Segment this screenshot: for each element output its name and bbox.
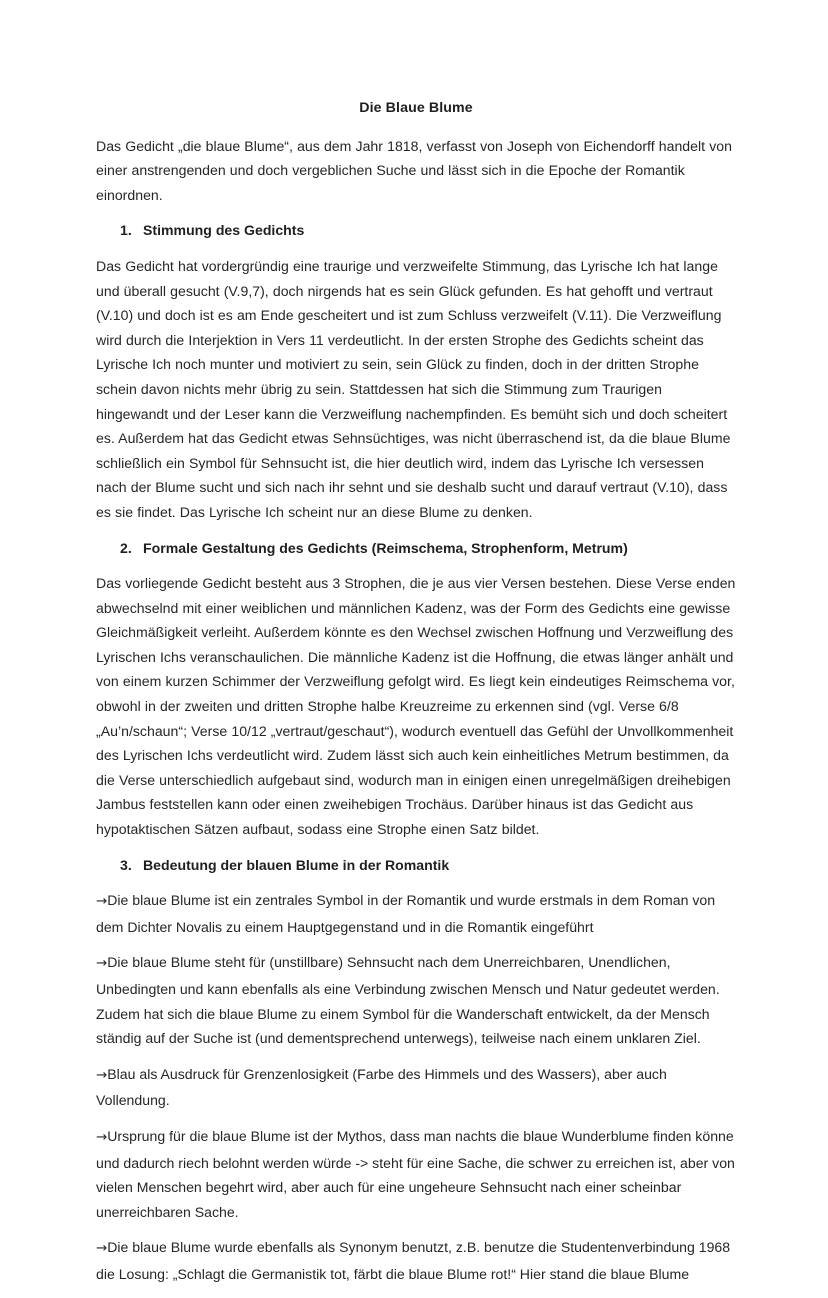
section-body-2: Das vorliegende Gedicht besteht aus 3 Strophen, die je aus vier Versen bestehen. Diese Verse enden abwechselnd mit einer weiblichen und männlichen Kadenz, was der Form des Gedichts eine gewisse Gleichmäßigkeit verleiht. Außerdem könnte es den Wechsel zwischen Hoffnung und Verzweiflung des Lyrischen Ichs veranschaulichen. Die männliche Kadenz ist die Hoffnung, die etwas länger anhält und von einem kurzen Schimmer der Verzweiflung gefolgt wird. Es liegt kein eindeutiges Reimschema vor, obwohl in der zweiten und dritten Strophe halbe Kreuzreime zu erkennen sind (vgl. Verse 6/8 „Au’n/schaun“; Verse 10/12 „vertraut/geschaut“), wodurch eventuell das Gefühl der Unvollkommenheit des Lyrischen Ichs verdeutlicht wird. Zudem lässt sich auch kein einheitliches Metrum bestimmen, da die Verse unterschiedlich aufgebaut sind, wodurch man in einigen einen unregelmäßigen dreihebigen Jambus feststellen kann oder einen zweihebigen Trochäus. Darüber hinaus ist das Gedicht aus hypotaktischen Sätzen aufbaut, sodass eine Strophe einen Satz bildet. xyxy=(96,575,736,838)
section-title-2: Formale Gestaltung des Gedichts (Reimschema, Strophenform, Metrum) xyxy=(143,539,628,556)
arrow-bullet-3-text: Blau als Ausdruck für Grenzenlosigkeit (Farbe des Himmels und des Wassers), aber auch Vollendung. xyxy=(96,1065,667,1109)
section-heading-2 xyxy=(96,536,736,561)
arrow-bullet-5 xyxy=(96,1235,736,1286)
arrow-bullet-1-text: Die blaue Blume ist ein zentrales Symbol in der Romantik und wurde erstmals in dem Roman von dem Dichter Novalis zu einem Hauptgegenstand und in die Romantik eingeführt xyxy=(96,892,716,935)
intro-paragraph: Das Gedicht „die blaue Blume“, aus dem Jahr 1818, verfasst von Joseph von Eichendorff handelt von einer anstrengenden und doch vergeblichen Suche und lässt sich in die Epoche der Romantik einordnen. xyxy=(96,137,732,203)
section-heading-3 xyxy=(96,853,736,878)
arrow-right-icon: → xyxy=(96,1129,108,1145)
section-title-1: Stimmung des Gedichts xyxy=(143,222,305,239)
arrow-bullet-4 xyxy=(96,1124,736,1224)
section-body-1: Das Gedicht hat vordergründig eine traurige und verzweifelte Stimmung, das Lyrische Ich hat lange und überall gesucht (V.9,7), doch nirgends hat es sein Glück gefunden. Es hat gehofft und vertraut (V.10) und doch ist es am Ende gescheitert und ist zum Schluss verzweifelt (V.11). Die Verzweiflung wird durch die Interjektion in Vers 11 verdeutlicht. In der ersten Strophe des Gedichts scheint das Lyrische Ich noch munter und motiviert zu sein, sein Glück zu finden, doch in der dritten Strophe schein davon nichts mehr übrig zu sein. Stattdessen hat sich die Stimmung zum Traurigen hingewandt und der Leser kann die Verzweiflung nachempfinden. Es bemüht sich und doch scheitert es. Außerdem hat das Gedicht etwas Sehnsüchtiges, was nicht überraschend ist, da die blaue Blume schließlich ein Symbol für Sehnsucht ist, die hier deutlich wird, indem das Lyrische Ich versessen nach der Blume sucht und sich nach ihr sehnt und sie deshalb sucht und darauf vertraut (V.10), dass es sie findet. Das Lyrische Ich scheint nur an diese Blume zu denken. xyxy=(96,257,731,520)
arrow-right-icon: → xyxy=(96,894,108,910)
arrow-bullet-4-text: Ursprung für die blaue Blume ist der Mythos, dass man nachts die blaue Wunderblume finden könne und dadurch riech belohnt werden würde -> steht für eine Sache, die schwer zu erreichen ist, aber von vielen Menschen begehrt wird, aber auch für eine ungeheure Sehnsucht nach einer scheinbar unerreichbaren Sache. xyxy=(96,1127,735,1220)
section-number-3: 3. xyxy=(120,856,132,873)
arrow-right-icon: → xyxy=(96,956,108,972)
arrow-right-icon: → xyxy=(96,1241,108,1257)
arrow-bullet-3 xyxy=(96,1062,736,1113)
section-number-2: 2. xyxy=(120,539,132,556)
section-title-3: Bedeutung der blauen Blume in der Romantik xyxy=(143,856,450,873)
section-number-1: 1. xyxy=(120,222,132,239)
page-title: Die Blaue Blume xyxy=(359,100,473,116)
arrow-bullet-2-text: Die blaue Blume steht für (unstillbare) Sehnsucht nach dem Unerreichbaren, Unendlichen, Unbedingten und kann ebenfalls als eine Verbindung zwischen Mensch und Natur gedeutet werden. Zudem hat sich die blaue Blume zu einem Symbol für die Wanderschaft entwickelt, da der Mensch ständig auf der Suche ist (und dementsprechend unterwegs), teilweise nach einem unklaren Ziel. xyxy=(96,954,720,1047)
arrow-bullet-5-text: Die blaue Blume wurde ebenfalls als Synonym benutzt, z.B. benutze die Studentenverbindung 1968 die Losung: „Schlagt die Germanistik tot, färbt die blaue Blume rot!“ Hier stand die blaue Blume xyxy=(96,1239,731,1282)
arrow-right-icon: → xyxy=(96,1067,108,1083)
document-content xyxy=(96,96,736,1298)
section-heading-1 xyxy=(96,218,736,243)
arrow-bullet-1 xyxy=(96,888,736,939)
arrow-bullet-2 xyxy=(96,950,736,1050)
